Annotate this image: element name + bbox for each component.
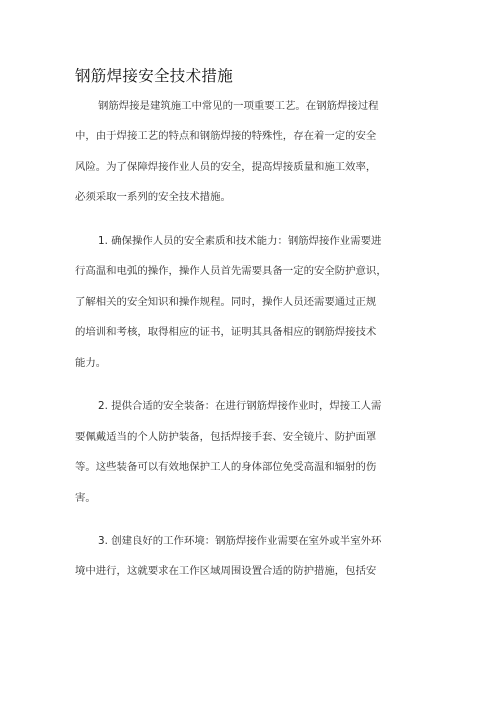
item2-line-3: 等。这些装备可以有效地保护工人的身体部位免受高温和辐射的伤: [75, 461, 377, 473]
item2-line-2: 要佩戴适当的个人防护装备，包括焊接手套、安全镜片、防护面罩: [75, 431, 377, 443]
item1-line-2: 行高温和电弧的操作，操作人员首先需要具备一定的安全防护意识，: [75, 265, 387, 277]
item3-line-2: 境中进行，这就要求在工作区域周围设置合适的防护措施，包括安: [75, 565, 377, 577]
item1-line-1: 1. 确保操作人员的安全素质和技术能力：钢筋焊接作业需要进: [98, 235, 382, 247]
item3-line-1: 3. 创建良好的工作环境：钢筋焊接作业需要在室外或半室外环: [98, 535, 382, 547]
document-title: 钢筋焊接安全技术措施: [75, 67, 234, 85]
item1-line-3: 了解相关的安全知识和操作规程。同时，操作人员还需要通过正规: [75, 296, 377, 308]
item2-line-1: 2. 提供合适的安全装备：在进行钢筋焊接作业时，焊接工人需: [98, 400, 382, 412]
intro-line-4: 必须采取一系列的安全技术措施。: [75, 191, 231, 203]
intro-line-1: 钢筋焊接是建筑施工中常见的一项重要工艺。在钢筋焊接过程: [98, 100, 379, 112]
item2-line-4: 害。: [75, 492, 96, 504]
item1-line-5: 能力。: [75, 357, 107, 369]
intro-line-2: 中，由于焊接工艺的特点和钢筋焊接的特殊性，存在着一定的安全: [75, 130, 377, 142]
intro-line-3: 风险。为了保障焊接作业人员的安全，提高焊接质量和施工效率，: [75, 161, 377, 173]
item1-line-4: 的培训和考核，取得相应的证书，证明其具备相应的钢筋焊接技术: [75, 326, 377, 338]
